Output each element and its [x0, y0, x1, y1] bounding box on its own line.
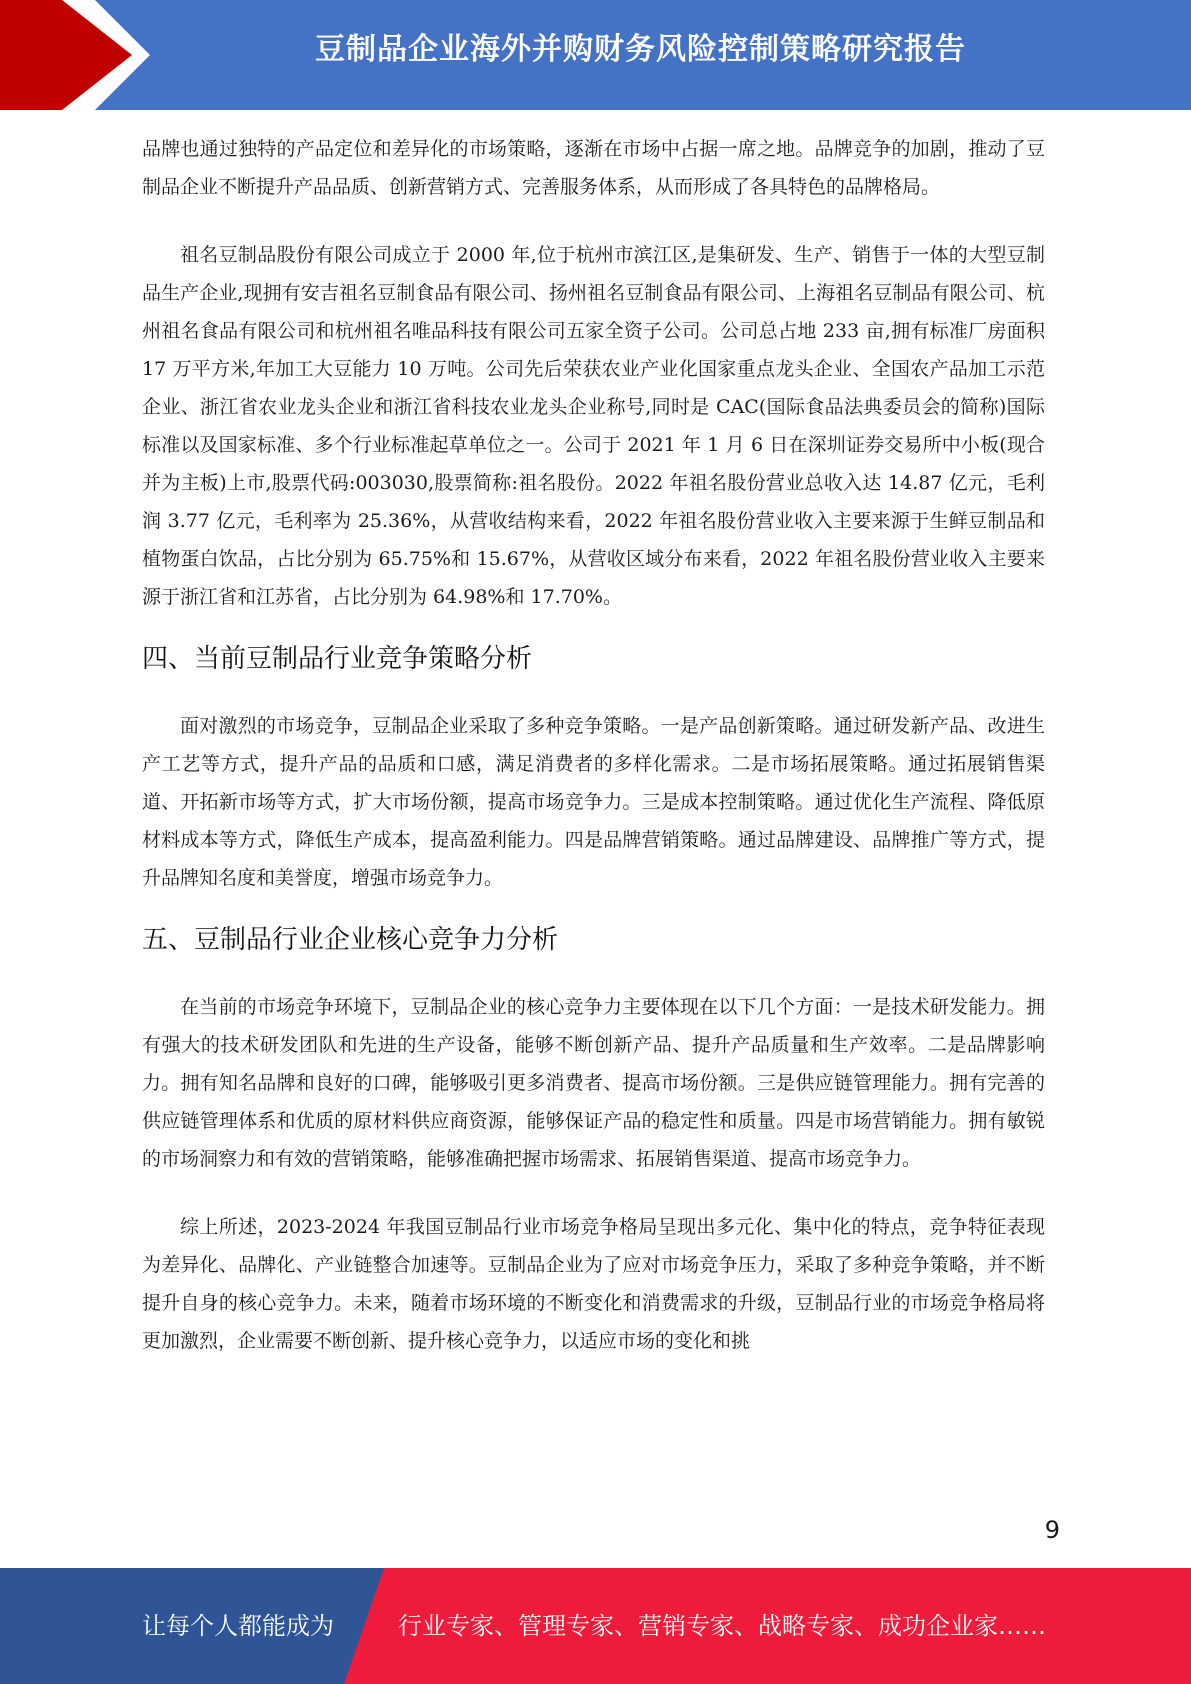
- paragraph-core-competitiveness: 在当前的市场竞争环境下，豆制品企业的核心竞争力主要体现在以下几个方面：一是技术研发能力。拥有强大的技术研发团队和先进的生产设备，能够不断创新产品、提升产品质量和生产效率。二是品牌影响力。拥有知名品牌和良好的口碑，能够吸引更多消费者、提高市场份额。三是供应链管理能力。拥有完善的供应链管理体系和优质的原材料供应商资源，能够保证产品的稳定性和质量。四是市场营销能力。拥有敏锐的市场洞察力和有效的营销策略，能够准确把握市场需求、拓展销售渠道、提高市场竞争力。: [142, 996, 1045, 1170]
- footer-slogan-left: 让每个人都能成为: [142, 1612, 334, 1640]
- section-heading-core-competitiveness: 五、豆制品行业企业核心竞争力分析: [142, 925, 559, 955]
- section-heading-competition-strategy: 四、当前豆制品行业竞争策略分析: [142, 644, 533, 674]
- page-header: [0, 0, 1191, 110]
- report-title: 豆制品企业海外并购财务风险控制策略研究报告: [315, 32, 966, 67]
- paragraph-zuming-company: 祖名豆制品股份有限公司成立于 2000 年,位于杭州市滨江区,是集研发、生产、销售于一体的大型豆制品生产企业,现拥有安吉祖名豆制食品有限公司、扬州祖名豆制食品有限公司、上海祖名豆制品有限公司、杭州祖名食品有限公司和杭州祖名唯品科技有限公司五家全资子公司。公司总占地 233 亩,拥有标准厂房面积 17 万平方米,年加工大豆能力 10 万吨。公司先后荣获农业产业化国家重点龙头企业、全国农产品加工示范企业、浙江省农业龙头企业和浙江省科技农业龙头企业称号,同时是 CAC(国际食品法典委员会的简称)国际标准以及国家标准、多个行业标准起草单位之一。公司于 2021 年 1 月 6 日在深圳证券交易所中小板(现合并为主板)上市,股票代码:003030,股票简称:祖名股份。2022 年祖名股份营业总收入达 14.87 亿元，毛利润 3.77 亿元，毛利率为 25.36%，从营收结构来看，2022 年祖名股份营业收入主要来源于生鲜豆制品和植物蛋白饮品，占比分别为 65.75%和 15.67%，从营收区域分布来看，2022 年祖名股份营业收入主要来源于浙江省和江苏省，占比分别为 64.98%和 17.70%。: [142, 244, 1045, 608]
- paragraph-brand-competition: 品牌也通过独特的产品定位和差异化的市场策略，逐渐在市场中占据一席之地。品牌竞争的加剧，推动了豆制品企业不断提升产品品质、创新营销方式、完善服务体系，从而形成了各具特色的品牌格局。: [142, 138, 1045, 198]
- paragraph-competition-strategy: 面对激烈的市场竞争，豆制品企业采取了多种竞争策略。一是产品创新策略。通过研发新产品、改进生产工艺等方式，提升产品的品质和口感，满足消费者的多样化需求。二是市场拓展策略。通过拓展销售渠道、开拓新市场等方式，扩大市场份额，提高市场竞争力。三是成本控制策略。通过优化生产流程、降低原材料成本等方式，降低生产成本，提高盈利能力。四是品牌营销策略。通过品牌建设、品牌推广等方式，提升品牌知名度和美誉度，增强市场竞争力。: [142, 715, 1045, 889]
- page-footer: [0, 1568, 1191, 1684]
- page-number: 9: [1044, 1516, 1060, 1544]
- footer-slogan-right: 行业专家、管理专家、营销专家、战略专家、成功企业家……: [398, 1612, 1046, 1640]
- document-body: [142, 130, 1045, 1360]
- paragraph-summary: 综上所述，2023-2024 年我国豆制品行业市场竞争格局呈现出多元化、集中化的特点，竞争特征表现为差异化、品牌化、产业链整合加速等。豆制品企业为了应对市场竞争压力，采取了多种竞争策略，并不断提升自身的核心竞争力。未来，随着市场环境的不断变化和消费需求的升级，豆制品行业的市场竞争格局将更加激烈，企业需要不断创新、提升核心竞争力，以适应市场的变化和挑: [142, 1216, 1045, 1352]
